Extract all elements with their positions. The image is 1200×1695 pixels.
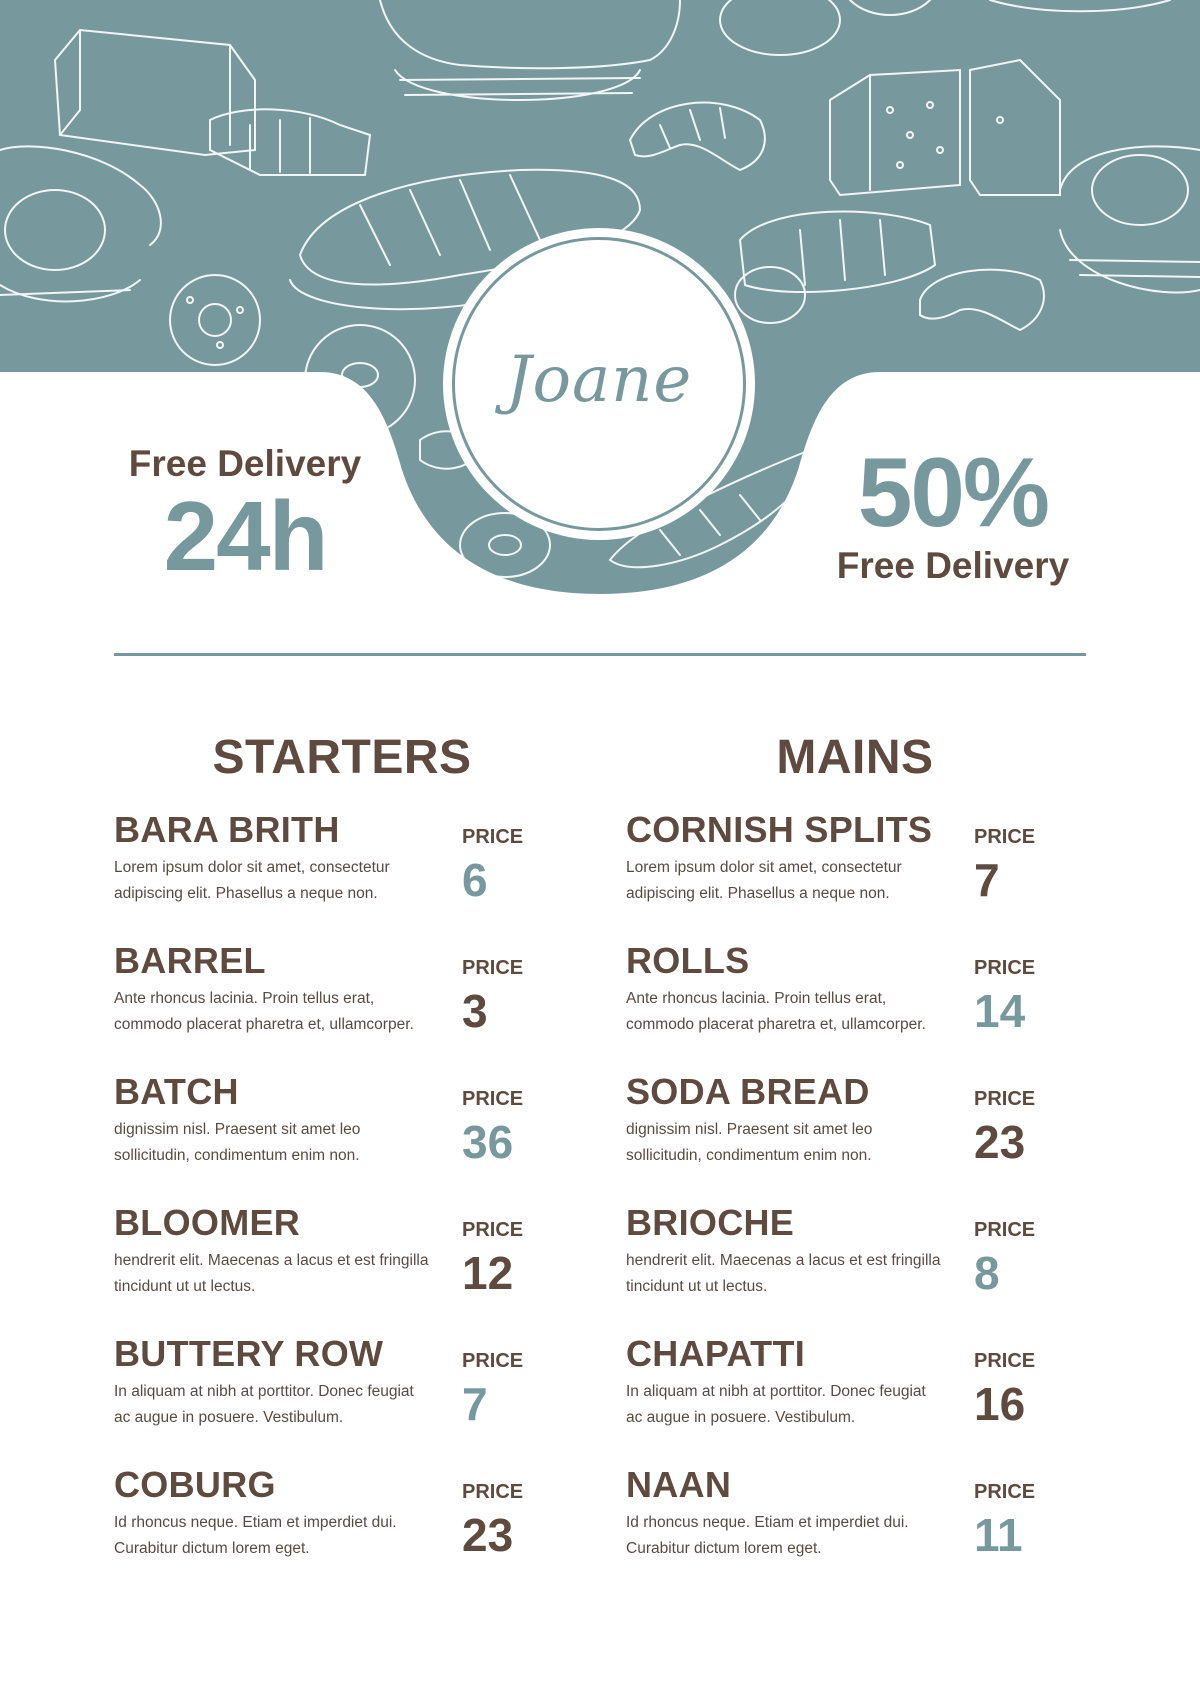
item-name: BLOOMER — [114, 1202, 301, 1243]
item-price: 23 — [974, 1116, 1026, 1168]
item-description: In aliquam at nibh at porttitor. Donec feugiat ac augue in posuere. Vestibulum. — [114, 1383, 414, 1426]
item-price: 23 — [462, 1509, 514, 1561]
price-label: PRICE — [974, 826, 1036, 848]
price-label: PRICE — [462, 1219, 524, 1241]
price-label: PRICE — [974, 1088, 1036, 1110]
promo-left-value: 24h — [163, 481, 327, 591]
price-label: PRICE — [974, 957, 1036, 979]
item-description: Lorem ipsum dolor sit amet, consectetur adipiscing elit. Phasellus a neque non. — [626, 859, 902, 902]
menu-item — [626, 1463, 1106, 1594]
item-name: SODA BREAD — [626, 1071, 870, 1112]
item-description: Id rhoncus neque. Etiam et imperdiet dui. Curabitur dictum lorem eget. — [626, 1514, 909, 1557]
item-name: BRIOCHE — [626, 1202, 795, 1243]
item-description: Ante rhoncus lacinia. Proin tellus erat, commodo placerat pharetra et, ullamcorper. — [626, 990, 926, 1033]
item-name: BATCH — [114, 1071, 239, 1112]
item-description: Id rhoncus neque. Etiam et imperdiet dui. Curabitur dictum lorem eget. — [114, 1514, 397, 1557]
menu-item — [626, 1201, 1106, 1332]
item-name: CORNISH SPLITS — [626, 809, 933, 850]
promo-discount — [828, 437, 1078, 588]
item-price: 8 — [974, 1247, 1000, 1299]
menu-item — [114, 939, 594, 1070]
mains-title: MAINS — [776, 731, 934, 784]
starters-list — [114, 808, 594, 1594]
menu-item — [114, 1201, 594, 1332]
item-description: dignissim nisl. Praesent sit amet leo sollicitudin, condimentum enim non. — [114, 1121, 361, 1164]
item-price: 16 — [974, 1378, 1026, 1430]
promo-delivery-time — [120, 442, 370, 591]
item-description: Ante rhoncus lacinia. Proin tellus erat, commodo placerat pharetra et, ullamcorper. — [114, 990, 414, 1033]
promo-right-label: Free Delivery — [836, 545, 1070, 586]
promo-left-label: Free Delivery — [128, 443, 362, 484]
price-label: PRICE — [974, 1350, 1036, 1372]
price-label: PRICE — [974, 1219, 1036, 1241]
menu-item — [626, 808, 1106, 939]
price-label: PRICE — [462, 1088, 524, 1110]
promo-right-value: 50% — [857, 437, 1049, 547]
section-divider — [114, 653, 1086, 656]
menu-item — [626, 1070, 1106, 1201]
starters-title: STARTERS — [212, 731, 472, 784]
menu-item — [626, 939, 1106, 1070]
price-label: PRICE — [462, 1481, 524, 1503]
item-description: hendrerit elit. Maecenas a lacus et est fringilla tincidunt ut ut lectus. — [626, 1252, 941, 1295]
header-banner — [0, 0, 1200, 600]
price-label: PRICE — [462, 826, 524, 848]
item-price: 12 — [462, 1247, 514, 1299]
item-price: 7 — [974, 854, 1000, 906]
menu-item — [114, 1070, 594, 1201]
menu-item — [114, 1463, 594, 1594]
item-name: CHAPATTI — [626, 1333, 806, 1374]
price-label: PRICE — [462, 957, 524, 979]
item-description: In aliquam at nibh at porttitor. Donec feugiat ac augue in posuere. Vestibulum. — [626, 1383, 926, 1426]
item-price: 36 — [462, 1116, 514, 1168]
item-name: COBURG — [114, 1464, 276, 1505]
item-name: BUTTERY ROW — [114, 1333, 384, 1374]
item-description: hendrerit elit. Maecenas a lacus et est fringilla tincidunt ut ut lectus. — [114, 1252, 429, 1295]
item-name: BARREL — [114, 940, 266, 981]
item-description: Lorem ipsum dolor sit amet, consectetur adipiscing elit. Phasellus a neque non. — [114, 859, 390, 902]
item-price: 11 — [974, 1509, 1023, 1561]
brand-name: Joane — [505, 343, 693, 417]
item-price: 6 — [462, 854, 488, 906]
item-name: NAAN — [626, 1464, 732, 1505]
price-label: PRICE — [462, 1350, 524, 1372]
item-name: ROLLS — [626, 940, 750, 981]
price-label: PRICE — [974, 1481, 1036, 1503]
item-price: 7 — [462, 1378, 488, 1430]
mains-list — [626, 808, 1106, 1594]
item-price: 14 — [974, 985, 1026, 1037]
menu-item — [114, 808, 594, 939]
item-description: dignissim nisl. Praesent sit amet leo sollicitudin, condimentum enim non. — [626, 1121, 873, 1164]
menu-item — [626, 1332, 1106, 1463]
menu-item — [114, 1332, 594, 1463]
item-price: 3 — [462, 985, 488, 1037]
item-name: BARA BRITH — [114, 809, 340, 850]
brand-logo — [443, 228, 755, 540]
